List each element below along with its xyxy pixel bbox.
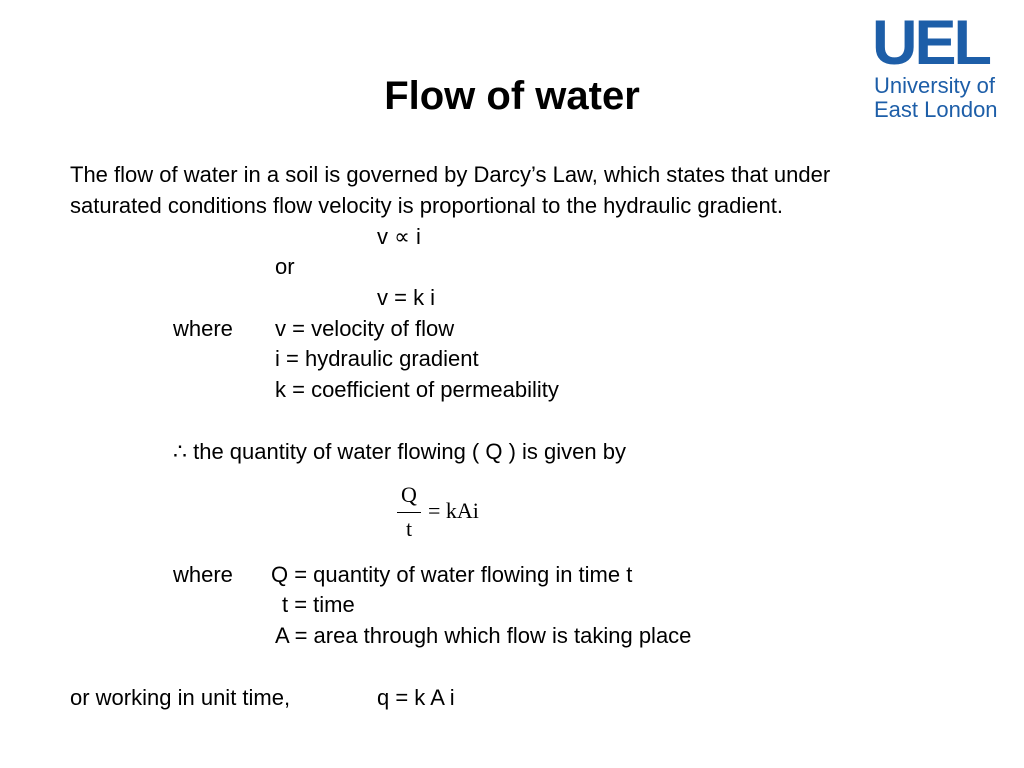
slide-title: Flow of water (384, 74, 640, 118)
logo-mark: UEL (872, 8, 989, 78)
where-label-2: where (173, 562, 233, 587)
fraction-denominator: t (405, 516, 413, 541)
fraction-bar (397, 512, 421, 513)
definition-v: v = velocity of flow (275, 316, 455, 341)
logo-line-east-london: East London (874, 97, 998, 122)
definition-t: t = time (282, 592, 355, 617)
university-logo (872, 8, 1018, 124)
intro-line-2: saturated conditions flow velocity is proportional to the hydraulic gradient. (70, 193, 783, 218)
definition-i: i = hydraulic gradient (275, 346, 479, 371)
intro-line-1: The flow of water in a soil is governed by Darcy’s Law, which states that under (70, 162, 831, 187)
fraction-numerator: Q (401, 482, 417, 507)
equation-unit-time: q = k A i (377, 685, 455, 710)
or-label: or (275, 254, 295, 279)
flow-rate-fraction (396, 480, 426, 544)
therefore-line: ∴ the quantity of water flowing ( Q ) is given by (173, 439, 626, 464)
definition-k: k = coefficient of permeability (275, 377, 559, 402)
equation-proportional: v ∝ i (377, 224, 421, 249)
where-label-1: where (173, 316, 233, 341)
definition-A: A = area through which flow is taking place (275, 623, 692, 648)
definition-Q: Q = quantity of water flowing in time t (271, 562, 633, 587)
fraction-right-hand-side: = kAi (428, 498, 479, 523)
equation-darcy: v = k i (377, 285, 436, 310)
logo-line-university: University of (874, 73, 996, 98)
unit-time-text: or working in unit time, (70, 685, 291, 710)
